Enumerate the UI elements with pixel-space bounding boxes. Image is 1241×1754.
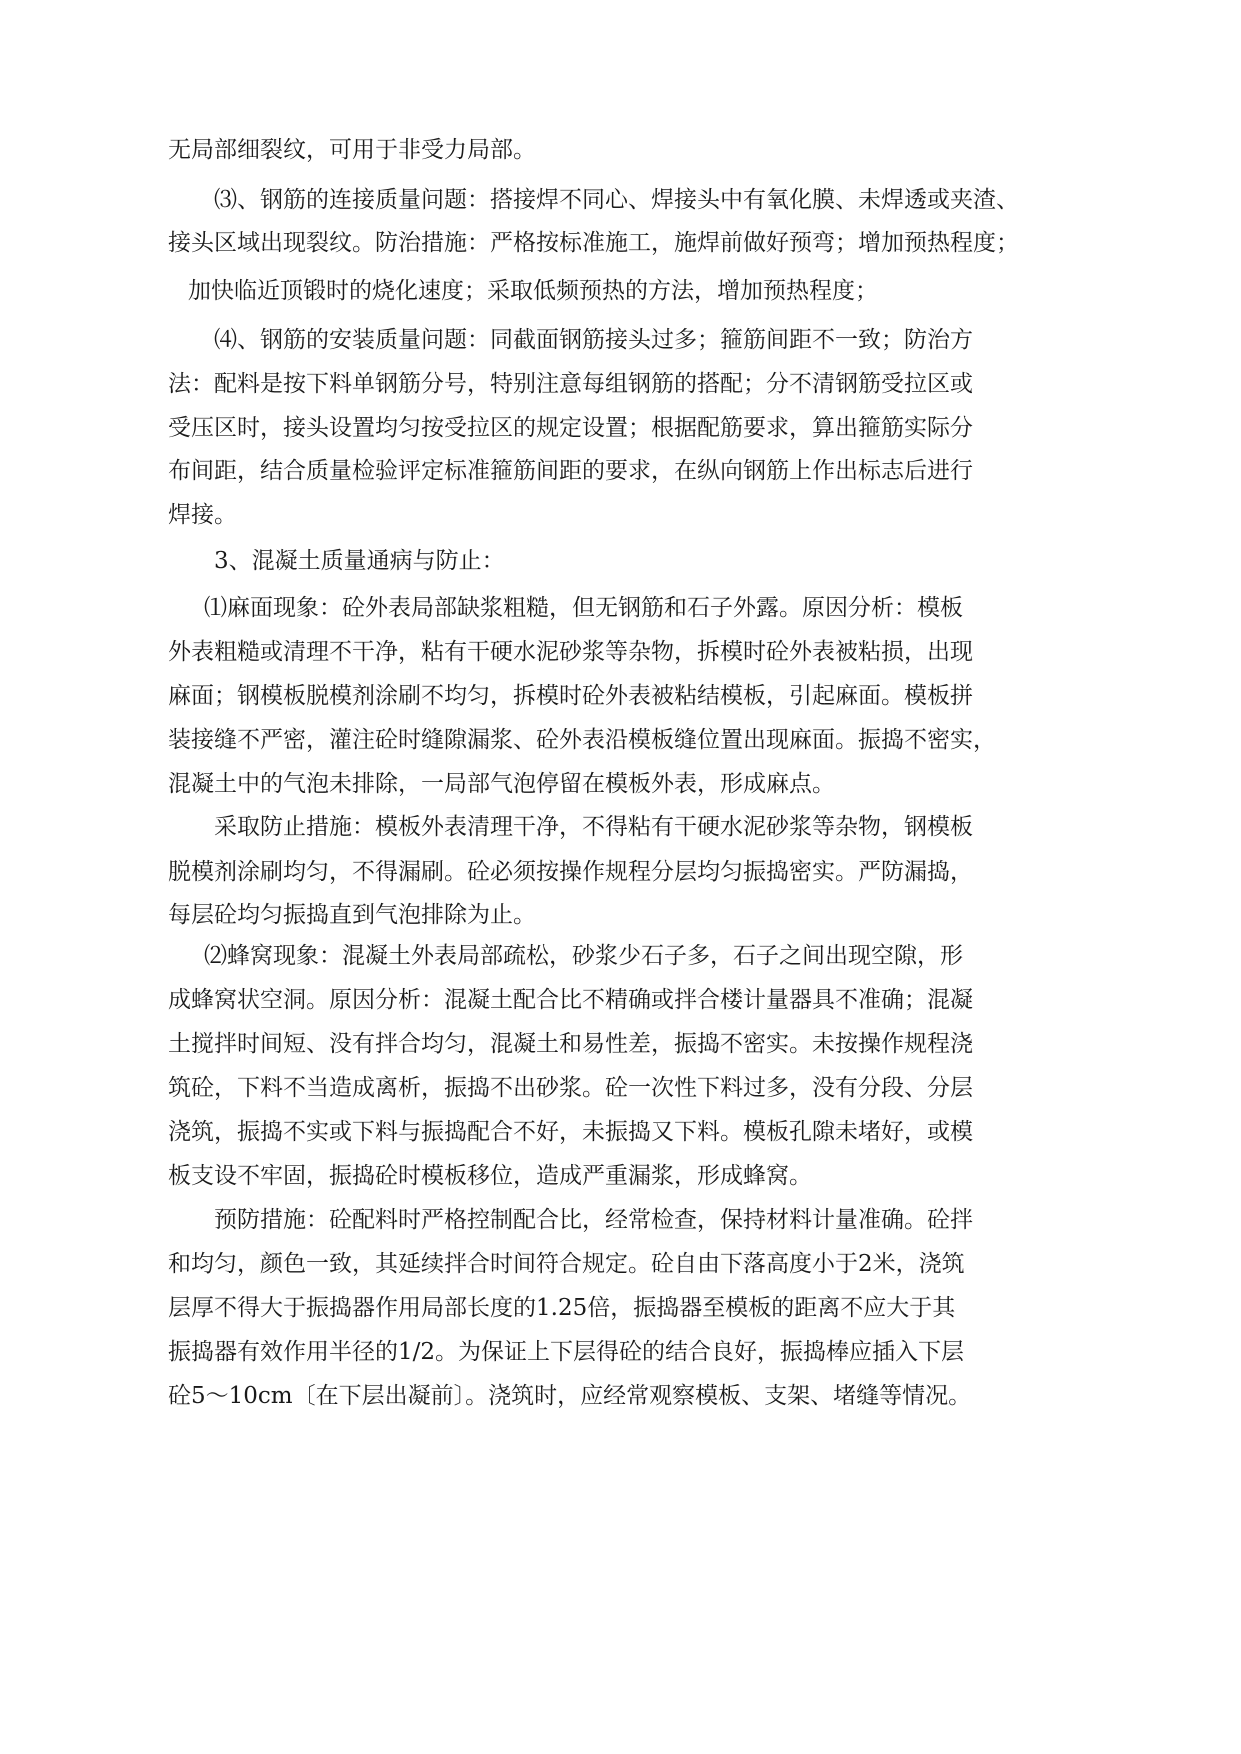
text-line-18: 每层砼均匀振捣直到气泡排除为止。 (168, 902, 536, 928)
text-line-28: 振捣器有效作用半径的1/2。为保证上下层得砼的结合良好，振捣棒应插入下层 (168, 1339, 965, 1365)
text-line-17: 脱模剂涂刷均匀，不得漏刷。砼必须按操作规程分层均匀振捣密实。严防漏捣， (168, 859, 973, 885)
text-line-19: ⑵蜂窝现象：混凝土外表局部疏松，砂浆少石子多，石子之间出现空隙，形 (204, 943, 963, 969)
text-line-29: 砼5～10cm〔在下层出凝前〕。浇筑时，应经常观察模板、支架、堵缝等情况。 (168, 1383, 972, 1409)
text-line-26: 和均匀，颜色一致，其延续拌合时间符合规定。砼自由下落高度小于2米，浇筑 (168, 1251, 965, 1277)
text-line-7: 受压区时，接头设置均匀按受拉区的规定设置；根据配筋要求，算出箍筋实际分 (168, 415, 973, 441)
text-line-21: 土搅拌时间短、没有拌合均匀，混凝土和易性差，振捣不密实。未按操作规程浇 (168, 1031, 973, 1057)
text-line-12: 外表粗糙或清理不干净，粘有干硬水泥砂浆等杂物，拆模时砼外表被粘损，出现 (168, 639, 973, 665)
text-line-4: 加快临近顶锻时的烧化速度；采取低频预热的方法，增加预热程度； (188, 278, 878, 304)
text-line-13: 麻面；钢模板脱模剂涂刷不均匀，拆模时砼外表被粘结模板，引起麻面。模板拼 (168, 683, 973, 709)
text-line-15: 混凝土中的气泡未排除，一局部气泡停留在模板外表，形成麻点。 (168, 771, 835, 797)
text-line-23: 浇筑，振捣不实或下料与振捣配合不好，未振捣又下料。模板孔隙未堵好，或模 (168, 1119, 973, 1145)
text-line-2: ⑶、钢筋的连接质量问题：搭接焊不同心、焊接头中有氧化膜、未焊透或夹渣、 (214, 187, 1019, 213)
text-line-24: 板支设不牢固，振捣砼时模板移位，造成严重漏浆，形成蜂窝。 (168, 1163, 812, 1189)
text-line-27: 层厚不得大于振捣器作用局部长度的1.25倍，振捣器至模板的距离不应大于其 (168, 1295, 956, 1321)
text-line-11: ⑴麻面现象：砼外表局部缺浆粗糙，但无钢筋和石子外露。原因分析：模板 (204, 595, 963, 621)
text-line-22: 筑砼，下料不当造成离析，振捣不出砂浆。砼一次性下料过多，没有分段、分层 (168, 1075, 973, 1101)
text-line-1: 无局部细裂纹，可用于非受力局部。 (168, 137, 536, 163)
text-line-5: ⑷、钢筋的安装质量问题：同截面钢筋接头过多；箍筋间距不一致；防治方 (214, 327, 973, 353)
text-line-9: 焊接。 (168, 502, 237, 528)
text-line-8: 布间距，结合质量检验评定标准箍筋间距的要求，在纵向钢筋上作出标志后进行 (168, 458, 973, 484)
section-heading-3: 3、混凝土质量通病与防止： (214, 548, 505, 574)
text-line-3: 接头区域出现裂纹。防治措施：严格按标准施工，施焊前做好预弯；增加预热程度； (168, 230, 1019, 256)
text-line-16: 采取防止措施：模板外表清理干净，不得粘有干硬水泥砂浆等杂物，钢模板 (214, 814, 973, 840)
text-line-14: 装接缝不严密，灌注砼时缝隙漏浆、砼外表沿模板缝位置出现麻面。振捣不密实， (168, 727, 996, 753)
text-line-20: 成蜂窝状空洞。原因分析：混凝土配合比不精确或拌合楼计量器具不准确；混凝 (168, 987, 973, 1013)
text-line-25: 预防措施：砼配料时严格控制配合比，经常检查，保持材料计量准确。砼拌 (214, 1207, 973, 1233)
text-line-6: 法：配料是按下料单钢筋分号，特别注意每组钢筋的搭配；分不清钢筋受拉区或 (168, 371, 973, 397)
